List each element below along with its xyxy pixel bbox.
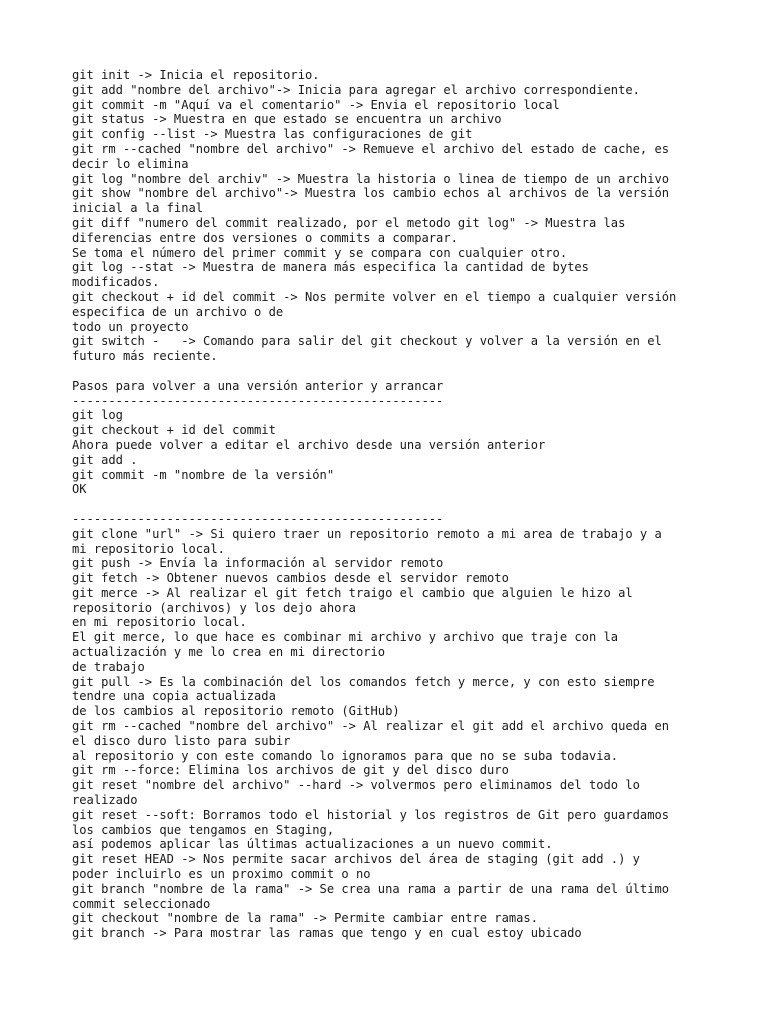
text-line: de los cambios al repositorio remoto (GitHub) [72, 704, 400, 719]
text-line: git merce -> Al realizar el git fetch traigo el cambio que alguien le hizo al [72, 585, 633, 600]
text-line: git push -> Envía la información al servidor remoto [72, 556, 444, 571]
separator-line: --------------------------------------------------- [72, 393, 444, 408]
text-line: git branch -> Para mostrar las ramas que tengo y en cual estoy ubicado [72, 926, 582, 941]
text-line: git checkout + id del commit -> Nos permite volver en el tiempo a cualquier versión [72, 289, 677, 304]
text-line: el disco duro listo para subir [72, 733, 291, 748]
text-line: git diff "numero del commit realizado, por el metodo git log" -> Muestra las [72, 215, 626, 230]
text-line: git commit -m "nombre de la versión" [72, 467, 335, 482]
text-line: git add . [72, 452, 138, 467]
text-line: git reset HEAD -> Nos permite sacar archivos del área de staging (git add .) y [72, 852, 640, 867]
text-line: Ahora puede volver a editar el archivo desde una versión anterior [72, 437, 546, 452]
text-line: git rm --cached "nombre del archivo" -> Al realizar el git add el archivo queda en [72, 719, 670, 734]
blank-line [72, 364, 748, 379]
text-line: git commit -m "Aquí va el comentario" -> Envia el repositorio local [72, 97, 560, 112]
text-line: git rm --force: Elimina los archivos de git y del disco duro [72, 763, 509, 778]
text-line: git branch "nombre de la rama" -> Se crea una rama a partir de una rama del último [72, 881, 670, 896]
text-line: los cambios que tengamos en Staging, [72, 822, 335, 837]
text-line: git checkout + id del commit [72, 423, 276, 438]
text-line: git reset "nombre del archivo" --hard -> volvermos pero eliminamos del todo lo [72, 778, 640, 793]
text-line: repositorio (archivos) y los dejo ahora [72, 600, 356, 615]
text-line: realizado [72, 793, 138, 808]
text-line: modificados. [72, 275, 160, 290]
text-line: commit seleccionado [72, 896, 211, 911]
text-line: git log --stat -> Muestra de manera más especifica la cantidad de bytes [72, 260, 589, 275]
text-line: futuro más reciente. [72, 349, 218, 364]
text-line: inicial a la final [72, 201, 204, 216]
text-line: git switch - -> Comando para salir del git checkout y volver a la versión en el [72, 334, 662, 349]
separator-line: --------------------------------------------------- [72, 511, 444, 526]
text-line: tendre una copia actualizada [72, 689, 276, 704]
document-text [72, 68, 748, 941]
text-line: git pull -> Es la combinación del los comandos fetch y merce, y con esto siempre [72, 674, 655, 689]
text-line: git add "nombre del archivo"-> Inicia para agregar el archivo correspondiente. [72, 82, 640, 97]
text-line: git status -> Muestra en que estado se encuentra un archivo [72, 112, 502, 127]
text-line: especifica de un archivo o de [72, 304, 284, 319]
text-line: git clone "url" -> Si quiero traer un repositorio remoto a mi area de trabajo y a [72, 526, 662, 541]
text-line: git reset --soft: Borramos todo el historial y los registros de Git pero guardamos [72, 807, 670, 822]
text-line: git log "nombre del archiv" -> Muestra la historia o linea de tiempo de un archivo [72, 171, 670, 186]
text-line: git show "nombre del archivo"-> Muestra los cambio echos al archivos de la versión [72, 186, 670, 201]
text-line: git config --list -> Muestra las configuraciones de git [72, 127, 473, 142]
text-line: OK [72, 482, 87, 497]
text-line: de trabajo [72, 659, 145, 674]
text-line: diferencias entre dos versiones o commits a comparar. [72, 230, 458, 245]
text-line: al repositorio y con este comando lo ignoramos para que no se suba todavia. [72, 748, 619, 763]
text-line: git init -> Inicia el repositorio. [72, 68, 320, 82]
text-line: poder incluirlo es un proximo commit o no [72, 867, 371, 882]
text-line: actualización y me lo crea en mi directorio [72, 645, 386, 660]
text-line: decir lo elimina [72, 156, 189, 171]
text-line: git fetch -> Obtener nuevos cambios desde el servidor remoto [72, 571, 509, 586]
text-line: todo un proyecto [72, 319, 189, 334]
section-heading: Pasos para volver a una versión anterior y arrancar [72, 378, 444, 393]
text-line: así podemos aplicar las últimas actualizaciones a un nuevo commit. [72, 837, 553, 852]
blank-line [72, 497, 748, 512]
text-line: en mi repositorio local. [72, 615, 247, 630]
text-line: Se toma el número del primer commit y se compara con cualquier otro. [72, 245, 568, 260]
text-line: mi repositorio local. [72, 541, 225, 556]
text-line: git rm --cached "nombre del archivo" -> Remueve el archivo del estado de cache, es [72, 141, 670, 156]
text-line: git log [72, 408, 123, 423]
text-line: git checkout "nombre de la rama" -> Permite cambiar entre ramas. [72, 911, 538, 926]
text-line: El git merce, lo que hace es combinar mi archivo y archivo que traje con la [72, 630, 619, 645]
